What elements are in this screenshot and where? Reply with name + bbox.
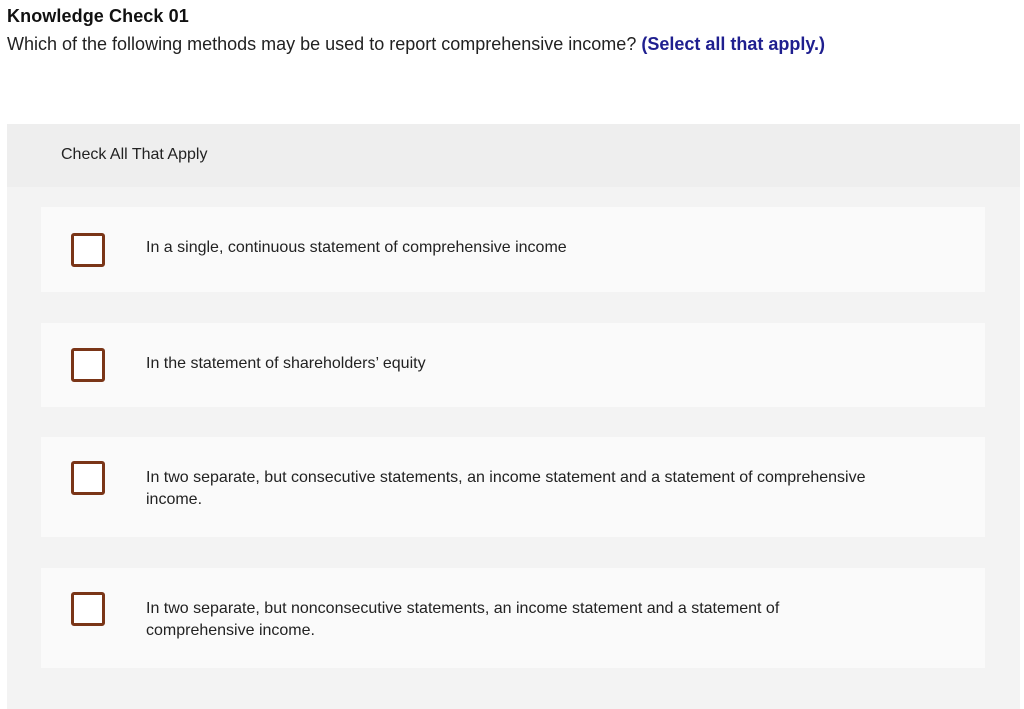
- option-label: In two separate, but nonconsecutive statements, an income statement and a statement of comprehensive income.: [146, 600, 780, 639]
- page-title: Knowledge Check 01: [7, 6, 189, 26]
- option-single-continuous[interactable]: [41, 207, 985, 292]
- checkbox[interactable]: [71, 461, 105, 495]
- question-prompt: Which of the following methods may be used to report comprehensive income?: [7, 34, 637, 54]
- option-two-consecutive[interactable]: [41, 437, 985, 537]
- option-two-nonconsecutive[interactable]: [41, 568, 985, 668]
- option-shareholders-equity[interactable]: [41, 323, 985, 407]
- checkbox[interactable]: [71, 233, 105, 267]
- option-label: In two separate, but consecutive statements, an income statement and a statement of comprehensive income.: [146, 469, 866, 508]
- option-label: In a single, continuous statement of comprehensive income: [146, 239, 567, 256]
- panel-header: [7, 124, 1020, 187]
- checkbox[interactable]: [71, 348, 105, 382]
- answer-panel: [7, 124, 1020, 709]
- select-all-hint: (Select all that apply.): [641, 34, 826, 54]
- checkbox[interactable]: [71, 592, 105, 626]
- option-label: In the statement of shareholders’ equity: [146, 355, 426, 372]
- question-text: [7, 34, 825, 55]
- panel-heading: Check All That Apply: [61, 146, 208, 163]
